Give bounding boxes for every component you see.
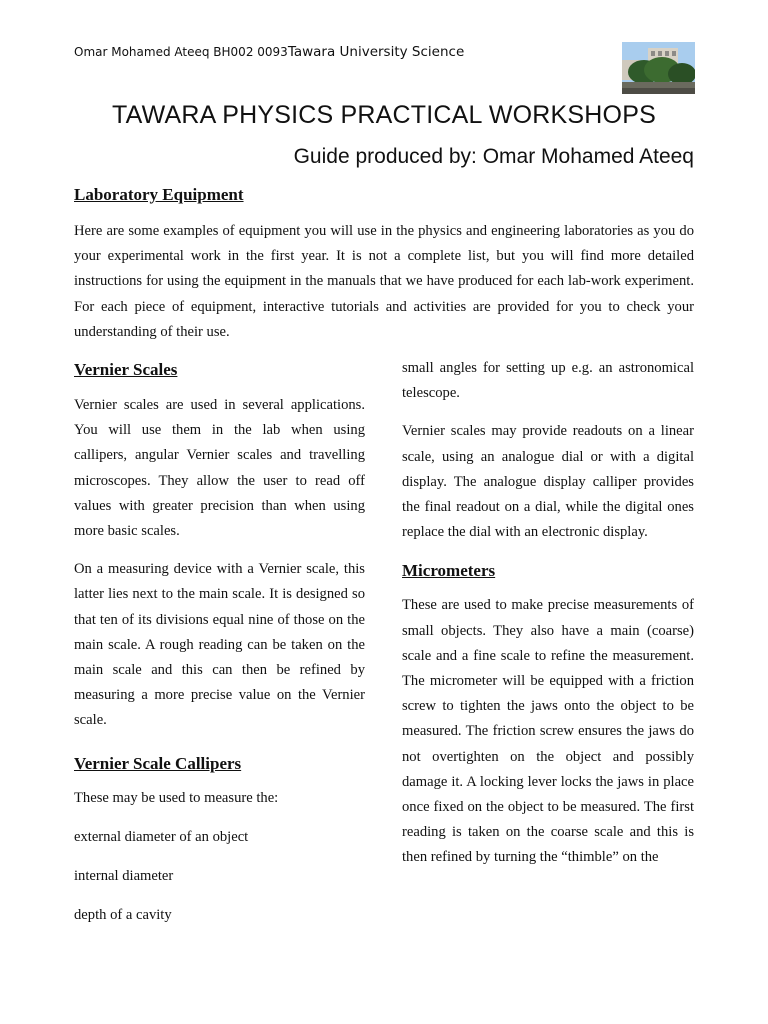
readout-paragraph: Vernier scales may provide readouts on a linear scale, using an analogue dial or with a digital display. The analogue display calliper provides the final readout on a dial, while the digital ones replace the dial with an electronic display. bbox=[402, 423, 694, 541]
callipers-item-depth: depth of a cavity bbox=[74, 907, 172, 924]
vernier-scales-paragraph-1: Vernier scales are used in several applications. You will use them in the lab when using callipers, angular Vernier scales and travelling microscopes. They allow the user to read off values with greater precision than when using more basic scales. bbox=[74, 397, 365, 540]
left-column bbox=[74, 360, 365, 928]
campus-photo bbox=[622, 42, 695, 94]
institution-name: Tawara University Science bbox=[287, 44, 465, 60]
author-id: Omar Mohamed Ateeq BH002 0093 bbox=[74, 45, 288, 59]
callipers-heading: Vernier Scale Callipers bbox=[74, 753, 242, 773]
micrometers-heading: Micrometers bbox=[402, 561, 496, 581]
callipers-item-external: external diameter of an object bbox=[74, 828, 249, 845]
callipers-intro: These may be used to measure the: bbox=[74, 789, 279, 806]
angles-paragraph: small angles for setting up e.g. an astronomical telescope. bbox=[402, 360, 694, 402]
page-subtitle: Guide produced by: Omar Mohamed Ateeq bbox=[293, 145, 694, 168]
campus-photo-image bbox=[622, 42, 695, 94]
vernier-scales-heading: Vernier Scales bbox=[74, 360, 178, 379]
right-column bbox=[402, 356, 694, 871]
lab-equipment-heading: Laboratory Equipment bbox=[74, 185, 244, 204]
page-header bbox=[74, 44, 464, 60]
lab-equipment-paragraph: Here are some examples of equipment you will use in the physics and engineering laboratories as you do your experimental work in the first year. It is not a complete list, but you will find more detailed instructions for using the equipment in the manuals that we have produced for each lab-work experiment. For each piece of equipment, interactive tutorials and activities are provided for you to check your understanding of their use. bbox=[74, 223, 694, 340]
vernier-scales-paragraph-2: On a measuring device with a Vernier scale, this latter lies next to the main scale. It is designed so that ten of its divisions equal nine of those on the main scale. A rough reading can be taken on the main scale and this can then be refined by measuring a more precise value on the Vernier scale. bbox=[74, 561, 365, 729]
micrometers-paragraph: These are used to make precise measurements of small objects. They also have a main (coarse) scale and a fine scale to refine the measurement. The micrometer will be equipped with a friction screw to tighten the jaws onto the object to be measured. The friction screw ensures the jaws do not overtighten on the object and possibly damage it. A locking lever locks the jaws in place once fixed on the object to be measured. The first reading is taken on the coarse scale and this is then refined by turning the “thimble” on the bbox=[402, 597, 694, 866]
callipers-item-internal: internal diameter bbox=[74, 868, 174, 885]
page-title: TAWARA PHYSICS PRACTICAL WORKSHOPS bbox=[112, 101, 656, 129]
lab-equipment-section bbox=[74, 185, 694, 345]
